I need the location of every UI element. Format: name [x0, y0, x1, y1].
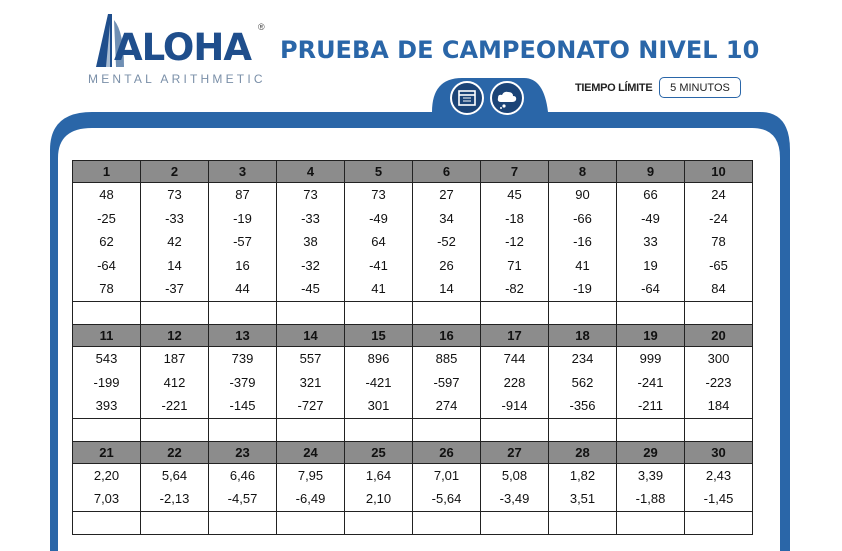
exercise-number: 28 — [549, 441, 617, 463]
operand-cell: -16 — [549, 230, 617, 254]
logo-wordmark: ALOHA — [114, 26, 251, 69]
operand-cell: 321 — [277, 371, 345, 395]
section-header-row — [73, 324, 753, 346]
answer-cell[interactable] — [345, 418, 413, 441]
operand-cell: -33 — [141, 207, 209, 231]
exercise-number: 29 — [617, 441, 685, 463]
operand-cell: -1,45 — [685, 487, 753, 511]
exercise-number: 2 — [141, 161, 209, 183]
exercise-number: 23 — [209, 441, 277, 463]
exercise-number: 17 — [481, 324, 549, 346]
operand-cell: -57 — [209, 230, 277, 254]
operand-cell: -914 — [481, 394, 549, 418]
operand-cell: 73 — [277, 183, 345, 207]
operand-cell: -52 — [413, 230, 481, 254]
operand-cell: 2,10 — [345, 487, 413, 511]
operand-cell: 14 — [141, 254, 209, 278]
answer-cell[interactable] — [209, 511, 277, 534]
answer-cell[interactable] — [141, 418, 209, 441]
operand-cell: 562 — [549, 371, 617, 395]
answer-cell[interactable] — [209, 301, 277, 324]
exercise-number: 16 — [413, 324, 481, 346]
operand-cell: 1,82 — [549, 463, 617, 487]
answer-cell[interactable] — [549, 511, 617, 534]
operand-cell: 78 — [73, 277, 141, 301]
operand-cell: 300 — [685, 346, 753, 370]
operand-cell: -221 — [141, 394, 209, 418]
operand-cell: 393 — [73, 394, 141, 418]
answer-cell[interactable] — [141, 301, 209, 324]
exercise-number: 1 — [73, 161, 141, 183]
operand-cell: -727 — [277, 394, 345, 418]
operand-cell: 62 — [73, 230, 141, 254]
exercise-number: 11 — [73, 324, 141, 346]
answer-row — [73, 511, 753, 534]
operand-cell: 6,46 — [209, 463, 277, 487]
operand-cell: 3,39 — [617, 463, 685, 487]
exercise-number: 15 — [345, 324, 413, 346]
operand-cell: -64 — [617, 277, 685, 301]
operand-cell: -12 — [481, 230, 549, 254]
answer-cell[interactable] — [73, 511, 141, 534]
operand-cell: 3,51 — [549, 487, 617, 511]
operand-cell: 187 — [141, 346, 209, 370]
operand-cell: 41 — [549, 254, 617, 278]
operand-cell: 34 — [413, 207, 481, 231]
operand-cell: -19 — [209, 207, 277, 231]
operand-cell: -379 — [209, 371, 277, 395]
table-row — [73, 183, 753, 207]
exercise-number: 10 — [685, 161, 753, 183]
operand-cell: 7,01 — [413, 463, 481, 487]
answer-cell[interactable] — [277, 301, 345, 324]
operand-cell: 184 — [685, 394, 753, 418]
exercise-number: 6 — [413, 161, 481, 183]
table-row — [73, 371, 753, 395]
operand-cell: 64 — [345, 230, 413, 254]
operand-cell: 2,43 — [685, 463, 753, 487]
operand-cell: -32 — [277, 254, 345, 278]
operand-cell: 41 — [345, 277, 413, 301]
exercise-number: 27 — [481, 441, 549, 463]
answer-cell[interactable] — [481, 511, 549, 534]
operand-cell: -3,49 — [481, 487, 549, 511]
operand-cell: 5,64 — [141, 463, 209, 487]
operand-cell: 38 — [277, 230, 345, 254]
operand-cell: -4,57 — [209, 487, 277, 511]
operand-cell: 301 — [345, 394, 413, 418]
operand-cell: 90 — [549, 183, 617, 207]
answer-cell[interactable] — [413, 418, 481, 441]
exercise-number: 9 — [617, 161, 685, 183]
operand-cell: -18 — [481, 207, 549, 231]
operand-cell: -49 — [617, 207, 685, 231]
aloha-logo — [88, 12, 278, 92]
answer-cell[interactable] — [617, 301, 685, 324]
exercise-number: 4 — [277, 161, 345, 183]
answer-cell[interactable] — [413, 301, 481, 324]
operand-cell: 234 — [549, 346, 617, 370]
operand-cell: -45 — [277, 277, 345, 301]
exercise-number: 3 — [209, 161, 277, 183]
answer-cell[interactable] — [685, 511, 753, 534]
operand-cell: -66 — [549, 207, 617, 231]
operand-cell: -223 — [685, 371, 753, 395]
operand-cell: 412 — [141, 371, 209, 395]
table-row — [73, 207, 753, 231]
exercise-number: 20 — [685, 324, 753, 346]
table-row — [73, 346, 753, 370]
operand-cell: 42 — [141, 230, 209, 254]
operand-cell: 7,03 — [73, 487, 141, 511]
operand-cell: -1,88 — [617, 487, 685, 511]
operand-cell: 1,64 — [345, 463, 413, 487]
operand-cell: -6,49 — [277, 487, 345, 511]
answer-cell[interactable] — [685, 301, 753, 324]
operand-cell: 71 — [481, 254, 549, 278]
operand-cell: -19 — [549, 277, 617, 301]
operand-cell: -211 — [617, 394, 685, 418]
section-header-row — [73, 161, 753, 183]
operand-cell: 2,20 — [73, 463, 141, 487]
answer-cell[interactable] — [685, 418, 753, 441]
operand-cell: 27 — [413, 183, 481, 207]
logo-subtitle: MENTAL ARITHMETIC — [88, 72, 266, 86]
operand-cell: -41 — [345, 254, 413, 278]
calendar-icon[interactable] — [450, 81, 484, 115]
operand-cell: -5,64 — [413, 487, 481, 511]
operand-cell: -597 — [413, 371, 481, 395]
operand-cell: 19 — [617, 254, 685, 278]
operand-cell: -25 — [73, 207, 141, 231]
table-row — [73, 254, 753, 278]
operand-cell: 739 — [209, 346, 277, 370]
operand-cell: 26 — [413, 254, 481, 278]
table-row — [73, 463, 753, 487]
operand-cell: -241 — [617, 371, 685, 395]
operand-cell: 33 — [617, 230, 685, 254]
operand-cell: 5,08 — [481, 463, 549, 487]
answer-cell[interactable] — [549, 301, 617, 324]
operand-cell: -356 — [549, 394, 617, 418]
answer-row — [73, 301, 753, 324]
table-row — [73, 487, 753, 511]
table-row — [73, 277, 753, 301]
table-row — [73, 230, 753, 254]
operand-cell: 84 — [685, 277, 753, 301]
exercise-number: 25 — [345, 441, 413, 463]
answer-cell[interactable] — [413, 511, 481, 534]
operand-cell: 48 — [73, 183, 141, 207]
answer-cell[interactable] — [617, 511, 685, 534]
answer-cell[interactable] — [481, 418, 549, 441]
operand-cell: 885 — [413, 346, 481, 370]
operand-cell: -64 — [73, 254, 141, 278]
exercise-number: 21 — [73, 441, 141, 463]
operand-cell: -37 — [141, 277, 209, 301]
answer-cell[interactable] — [73, 301, 141, 324]
operand-cell: 7,95 — [277, 463, 345, 487]
operand-cell: 274 — [413, 394, 481, 418]
operand-cell: 557 — [277, 346, 345, 370]
cloud-icon[interactable] — [490, 81, 524, 115]
operand-cell: -199 — [73, 371, 141, 395]
exercise-grid — [72, 160, 753, 535]
operand-cell: -82 — [481, 277, 549, 301]
operand-cell: 14 — [413, 277, 481, 301]
table-row — [73, 394, 753, 418]
page-title: PRUEBA DE CAMPEONATO NIVEL 10 — [280, 36, 760, 64]
operand-cell: 16 — [209, 254, 277, 278]
exercise-number: 19 — [617, 324, 685, 346]
operand-cell: 228 — [481, 371, 549, 395]
answer-cell[interactable] — [209, 418, 277, 441]
answer-cell[interactable] — [345, 301, 413, 324]
operand-cell: -65 — [685, 254, 753, 278]
answer-row — [73, 418, 753, 441]
exercise-number: 12 — [141, 324, 209, 346]
operand-cell: 896 — [345, 346, 413, 370]
time-limit-label: TIEMPO LÍMITE — [575, 82, 653, 94]
exercise-number: 22 — [141, 441, 209, 463]
answer-cell[interactable] — [141, 511, 209, 534]
operand-cell: 999 — [617, 346, 685, 370]
answer-cell[interactable] — [345, 511, 413, 534]
exercise-number: 13 — [209, 324, 277, 346]
operand-cell: 73 — [345, 183, 413, 207]
exercise-number: 14 — [277, 324, 345, 346]
answer-cell[interactable] — [277, 418, 345, 441]
operand-cell: -2,13 — [141, 487, 209, 511]
operand-cell: -421 — [345, 371, 413, 395]
exercise-number: 26 — [413, 441, 481, 463]
exercise-number: 30 — [685, 441, 753, 463]
exercise-number: 18 — [549, 324, 617, 346]
answer-cell[interactable] — [549, 418, 617, 441]
operand-cell: 73 — [141, 183, 209, 207]
registered-mark: ® — [258, 22, 265, 32]
exercise-number: 8 — [549, 161, 617, 183]
operand-cell: 78 — [685, 230, 753, 254]
exercise-number: 5 — [345, 161, 413, 183]
exercise-number: 24 — [277, 441, 345, 463]
operand-cell: 543 — [73, 346, 141, 370]
operand-cell: -33 — [277, 207, 345, 231]
answer-cell[interactable] — [73, 418, 141, 441]
operand-cell: 24 — [685, 183, 753, 207]
answer-cell[interactable] — [617, 418, 685, 441]
operand-cell: 45 — [481, 183, 549, 207]
operand-cell: 744 — [481, 346, 549, 370]
operand-cell: 87 — [209, 183, 277, 207]
answer-cell[interactable] — [277, 511, 345, 534]
time-limit-value: 5 MINUTOS — [659, 77, 741, 98]
operand-cell: -49 — [345, 207, 413, 231]
operand-cell: 66 — [617, 183, 685, 207]
operand-cell: -145 — [209, 394, 277, 418]
section-header-row — [73, 441, 753, 463]
operand-cell: 44 — [209, 277, 277, 301]
operand-cell: -24 — [685, 207, 753, 231]
exercise-number: 7 — [481, 161, 549, 183]
answer-cell[interactable] — [481, 301, 549, 324]
